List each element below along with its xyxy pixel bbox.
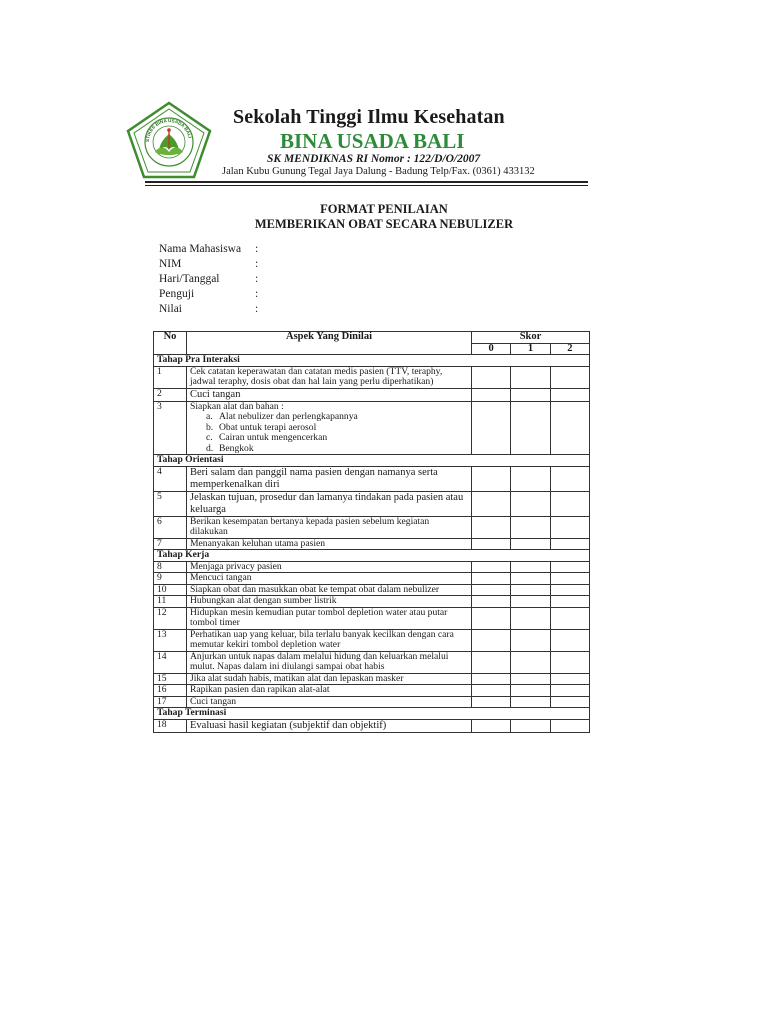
score-cell[interactable]: [550, 561, 589, 573]
score-cell[interactable]: [511, 629, 550, 651]
row-aspect-list: [187, 401, 472, 455]
row-number: 6: [154, 516, 187, 538]
letterhead-rule-thin: [145, 185, 588, 186]
table-row: [154, 388, 590, 401]
info-colon: :: [255, 258, 259, 270]
table-row: [154, 491, 590, 516]
info-colon: :: [255, 303, 259, 315]
score-cell[interactable]: [472, 651, 511, 673]
table-row: [154, 538, 590, 550]
row-aspect: Cuci tangan: [187, 696, 472, 708]
row-number: 14: [154, 651, 187, 673]
section-title: Tahap Pra Interaksi: [154, 355, 590, 367]
score-cell[interactable]: [550, 607, 589, 629]
score-col-2: 2: [550, 343, 589, 355]
table-row: [154, 573, 590, 585]
table-row: [154, 466, 590, 491]
score-cell[interactable]: [550, 538, 589, 550]
row-aspect: Mencuci tangan: [187, 573, 472, 585]
row-number: 9: [154, 573, 187, 585]
info-row-date: [159, 273, 265, 285]
row-number: 4: [154, 466, 187, 491]
subitem-letter: a.: [206, 411, 213, 422]
row-aspect: Anjurkan untuk napas dalam melalui hidung dan keluarkan melalui mulut. Napas dalam ini diulangi sampai obat habis: [187, 651, 472, 673]
score-cell[interactable]: [511, 466, 550, 491]
score-cell[interactable]: [472, 719, 511, 732]
score-col-0: 0: [472, 343, 511, 355]
subitem-text: Cairan untuk mengencerkan: [219, 432, 328, 443]
score-cell[interactable]: [472, 516, 511, 538]
form-title: FORMAT PENILAIAN: [320, 202, 448, 216]
header-aspect: Aspek Yang Dinilai: [187, 332, 472, 355]
form-subtitle: MEMBERIKAN OBAT SECARA NEBULIZER: [254, 217, 514, 231]
score-cell[interactable]: [550, 573, 589, 585]
row-aspect: Perhatikan uap yang keluar, bila terlalu banyak kecilkan dengan cara memutar kekiri tombol depletion water: [187, 629, 472, 651]
score-cell[interactable]: [511, 573, 550, 585]
institution-name: Sekolah Tinggi Ilmu Kesehatan: [233, 106, 505, 128]
score-cell[interactable]: [511, 366, 550, 388]
score-cell[interactable]: [472, 491, 511, 516]
info-row-name: [159, 243, 265, 255]
subitem-text: Alat nebulizer dan perlengkapannya: [219, 411, 358, 422]
row-aspect: Hubungkan alat dengan sumber listrik: [187, 596, 472, 608]
score-cell[interactable]: [511, 696, 550, 708]
info-label: Nama Mahasiswa: [159, 243, 242, 255]
score-cell[interactable]: [511, 538, 550, 550]
table-row: [154, 516, 590, 538]
info-label: Nilai: [159, 303, 182, 315]
score-cell[interactable]: [550, 466, 589, 491]
info-row-score: [159, 303, 265, 315]
table-row: [154, 696, 590, 708]
row-aspect: Cuci tangan: [187, 388, 472, 401]
row-number: 12: [154, 607, 187, 629]
score-cell[interactable]: [550, 685, 589, 697]
section-row: [154, 355, 590, 367]
decree-number: SK MENDIKNAS RI Nomor : 122/D/O/2007: [267, 153, 481, 165]
row-number: 8: [154, 561, 187, 573]
score-cell[interactable]: [511, 719, 550, 732]
row-aspect: Hidupkan mesin kemudian putar tombol depletion water atau putar tombol timer: [187, 607, 472, 629]
subitem-letter: b.: [206, 421, 214, 433]
table-row: [154, 366, 590, 388]
row-aspect: Jika alat sudah habis, matikan alat dan lepaskan masker: [187, 673, 472, 685]
info-label: NIM: [159, 258, 182, 270]
row-aspect: Beri salam dan panggil nama pasien dengan namanya serta memperkenalkan diri: [187, 466, 472, 491]
subitem-text: Bengkok: [219, 442, 254, 454]
table-header-row: [154, 332, 590, 344]
score-cell[interactable]: [511, 401, 550, 455]
score-cell[interactable]: [550, 401, 589, 455]
score-cell[interactable]: [472, 629, 511, 651]
row-number: 13: [154, 629, 187, 651]
score-cell[interactable]: [472, 607, 511, 629]
score-cell[interactable]: [472, 573, 511, 585]
score-col-1: 1: [511, 343, 550, 355]
section-title: Tahap Orientasi: [154, 455, 590, 467]
section-title: Tahap Kerja: [154, 550, 590, 562]
row-aspect: Rapikan pasien dan rapikan alat-alat: [187, 685, 472, 697]
row-aspect: Jelaskan tujuan, prosedur dan lamanya tindakan pada pasien atau keluarga: [187, 491, 472, 516]
section-title: Tahap Terminasi: [154, 708, 590, 720]
score-cell[interactable]: [472, 561, 511, 573]
letterhead-rule-thick: [145, 181, 588, 183]
header-score: Skor: [472, 332, 590, 344]
info-colon: :: [255, 243, 259, 255]
assessment-table: [153, 331, 590, 733]
section-row: [154, 455, 590, 467]
score-cell[interactable]: [511, 607, 550, 629]
subitem: [190, 444, 468, 455]
row-number: 3: [154, 401, 187, 455]
row-aspect: Siapkan alat dan bahan :: [190, 400, 284, 412]
score-cell[interactable]: [472, 388, 511, 401]
score-cell[interactable]: [550, 673, 589, 685]
info-label: Penguji: [159, 288, 195, 300]
row-number: 17: [154, 696, 187, 708]
info-colon: :: [255, 273, 259, 285]
row-number: 18: [154, 719, 187, 732]
score-cell[interactable]: [472, 673, 511, 685]
score-cell[interactable]: [511, 584, 550, 596]
table-row: [154, 561, 590, 573]
score-cell[interactable]: [550, 596, 589, 608]
row-number: 15: [154, 673, 187, 685]
score-cell[interactable]: [511, 561, 550, 573]
score-cell[interactable]: [550, 696, 589, 708]
info-label: Hari/Tanggal: [159, 273, 220, 285]
score-cell[interactable]: [472, 466, 511, 491]
score-cell[interactable]: [472, 696, 511, 708]
score-cell[interactable]: [511, 685, 550, 697]
score-cell[interactable]: [550, 629, 589, 651]
section-row: [154, 550, 590, 562]
score-cell[interactable]: [511, 651, 550, 673]
score-cell[interactable]: [511, 491, 550, 516]
score-cell[interactable]: [472, 538, 511, 550]
score-cell[interactable]: [550, 491, 589, 516]
table-row: [154, 719, 590, 732]
table-row: [154, 584, 590, 596]
row-number: 11: [154, 596, 187, 608]
score-cell[interactable]: [550, 388, 589, 401]
score-cell[interactable]: [511, 516, 550, 538]
score-cell[interactable]: [511, 596, 550, 608]
info-colon: :: [255, 288, 259, 300]
score-cell[interactable]: [472, 584, 511, 596]
row-number: 10: [154, 584, 187, 596]
row-aspect: Siapkan obat dan masukkan obat ke tempat obat dalam nebulizer: [187, 584, 472, 596]
table-row: [154, 401, 590, 455]
logo-arc-text: STIKES BINA USADA BALI: [144, 117, 193, 143]
score-cell[interactable]: [472, 401, 511, 455]
section-row: [154, 708, 590, 720]
score-cell[interactable]: [511, 388, 550, 401]
row-number: 1: [154, 366, 187, 388]
subitem-letter: d.: [206, 442, 214, 454]
row-number: 16: [154, 685, 187, 697]
institution-brand: BINA USADA BALI: [280, 129, 465, 153]
row-number: 2: [154, 388, 187, 401]
row-aspect: Evaluasi hasil kegiatan (subjektif dan objektif): [187, 719, 472, 732]
score-cell[interactable]: [472, 596, 511, 608]
score-cell[interactable]: [511, 673, 550, 685]
subitem-letter: c.: [206, 432, 213, 443]
info-row-nim: [159, 258, 265, 270]
table-row: [154, 685, 590, 697]
table-row: [154, 651, 590, 673]
row-aspect: Menanyakan keluhan utama pasien: [187, 538, 472, 550]
table-row: [154, 629, 590, 651]
row-aspect: Cek catatan keperawatan dan catatan medis pasien (TTV, teraphy, jadwal teraphy, dosis obat dan hal lain yang perlu diperhatikan): [187, 366, 472, 388]
subitem-text: Obat untuk terapi aerosol: [219, 421, 317, 433]
score-cell[interactable]: [550, 366, 589, 388]
table-row: [154, 596, 590, 608]
row-number: 7: [154, 538, 187, 550]
score-cell[interactable]: [550, 719, 589, 732]
table-row: [154, 673, 590, 685]
score-cell[interactable]: [472, 685, 511, 697]
header-no: No: [154, 332, 187, 355]
table-row: [154, 607, 590, 629]
institution-address: Jalan Kubu Gunung Tegal Jaya Dalung - Badung Telp/Fax. (0361) 433132: [222, 166, 535, 177]
score-cell[interactable]: [550, 584, 589, 596]
info-row-examiner: [159, 288, 265, 300]
score-cell[interactable]: [550, 651, 589, 673]
row-aspect: Menjaga privacy pasien: [187, 561, 472, 573]
row-aspect: Berikan kesempatan bertanya kepada pasien sebelum kegiatan dilakukan: [187, 516, 472, 538]
score-cell[interactable]: [550, 516, 589, 538]
score-cell[interactable]: [472, 366, 511, 388]
row-number: 5: [154, 491, 187, 516]
institution-logo: [125, 100, 213, 180]
